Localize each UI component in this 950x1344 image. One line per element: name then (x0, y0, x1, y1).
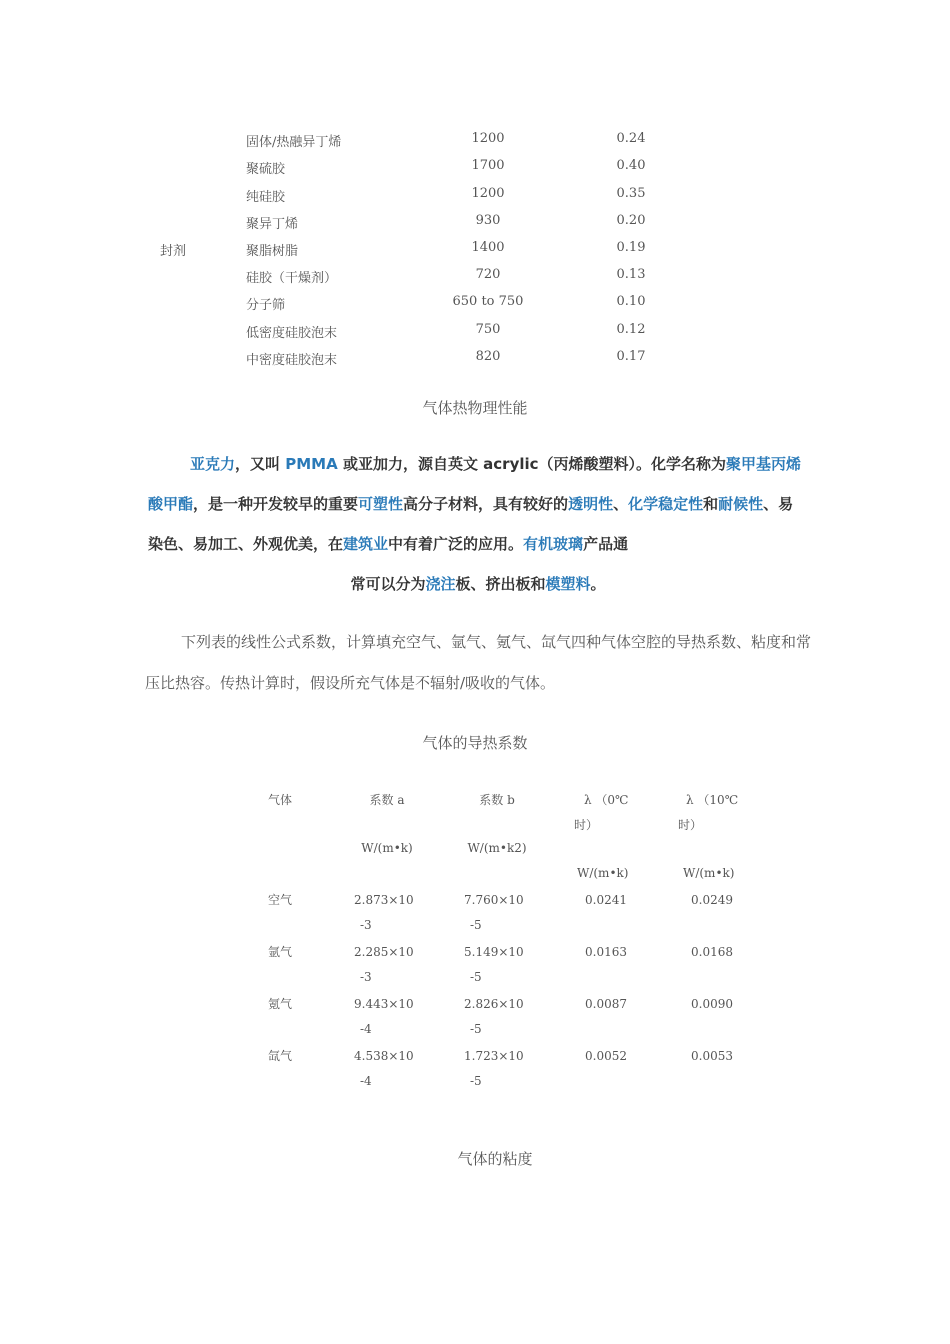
gas-row-l0: 0.0052 (585, 1049, 627, 1063)
seal-row-density: 1400 (471, 240, 505, 255)
gas-row-a (342, 888, 432, 938)
seal-row-conductivity: 0.40 (616, 158, 646, 173)
gas-row-a (342, 1044, 432, 1094)
header-unit: W/(m•k) (683, 866, 735, 880)
seal-row-name: 固体/热融异丁烯 (246, 135, 342, 150)
caption-conductivity: 气体的导热系数 (422, 734, 528, 752)
pmma-text: 常可以分为 (350, 575, 426, 593)
header-text: 时） (678, 818, 703, 832)
gas-row-b (452, 940, 542, 990)
seal-row-conductivity: 0.10 (616, 294, 646, 309)
gas-header-l10 (672, 788, 752, 886)
header-unit: W/(m•k) (577, 866, 629, 880)
seal-row-density: 720 (475, 267, 501, 282)
seal-row-name: 低密度硅胶泡末 (246, 326, 338, 341)
seal-row-conductivity: 0.19 (616, 240, 646, 255)
link-weatherability[interactable]: 耐候性 (718, 495, 764, 513)
gas-row-l0: 0.0163 (585, 945, 627, 959)
pmma-text: ，是一种开发较早的重要 (193, 495, 359, 513)
header-text: 时） (574, 818, 599, 832)
gas-header-a (342, 788, 432, 861)
gas-row-b (452, 1044, 542, 1094)
gas-row-a (342, 940, 432, 990)
caption-thermo: 气体热物理性能 (422, 399, 528, 417)
gas-row-l10: 0.0053 (691, 1049, 733, 1063)
gas-header-l0 (566, 788, 646, 886)
seal-row-conductivity: 0.20 (616, 213, 646, 228)
seal-row-name: 聚脂树脂 (246, 244, 299, 259)
header-text: λ （10℃ (686, 793, 739, 807)
seal-row-density: 650 to 750 (452, 294, 524, 309)
pmma-text: 板、挤出板和 (455, 575, 546, 593)
coef-mantissa: 2.873×10 (354, 893, 414, 907)
seal-row-density: 930 (475, 213, 501, 228)
gas-row-name: 氪气 (267, 997, 292, 1011)
link-plasticity[interactable]: 可塑性 (358, 495, 404, 513)
seal-group-label: 封剂 (160, 244, 187, 259)
pmma-text: 高分子材料，具有较好的 (403, 495, 569, 513)
seal-row-name: 聚异丁烯 (246, 217, 299, 232)
gas-row-a (342, 992, 432, 1042)
seal-row-density: 1700 (471, 158, 505, 173)
seal-row-conductivity: 0.24 (616, 131, 646, 146)
gas-header-gas: 气体 (267, 793, 292, 807)
coef-exponent: -4 (360, 1074, 372, 1088)
intro-paragraph: 下列表的线性公式系数，计算填充空气、氩气、氪气、氙气四种气体空腔的导热系数、粘度和常压比热容。传热计算时，假设所充气体是不辐射/吸收的气体。 (145, 633, 812, 692)
seal-row-density: 1200 (471, 131, 505, 146)
gas-row-name: 空气 (267, 893, 292, 907)
pmma-text: 中有着广泛的应用。 (388, 535, 524, 553)
gas-row-l0: 0.0241 (585, 893, 627, 907)
seal-row-conductivity: 0.35 (616, 186, 646, 201)
header-unit: W/(m•k) (361, 841, 413, 855)
coef-exponent: -3 (360, 970, 372, 984)
seal-row-name: 聚硫胶 (246, 162, 286, 177)
coef-mantissa: 1.723×10 (464, 1049, 524, 1063)
gas-row-name: 氩气 (267, 945, 292, 959)
link-casting[interactable]: 浇注 (425, 575, 456, 593)
seal-row-name: 硅胶（干燥剂） (246, 271, 338, 286)
gas-row-l10: 0.0168 (691, 945, 733, 959)
coef-mantissa: 7.760×10 (464, 893, 524, 907)
pmma-text: ，又叫 (235, 455, 286, 473)
coef-exponent: -5 (470, 1074, 482, 1088)
coef-exponent: -5 (470, 970, 482, 984)
coef-exponent: -5 (470, 1022, 482, 1036)
pmma-paragraph (148, 444, 808, 604)
gas-row-b (452, 888, 542, 938)
gas-row-l10: 0.0090 (691, 997, 733, 1011)
coef-mantissa: 2.285×10 (354, 945, 414, 959)
header-text: 系数 b (479, 793, 515, 807)
link-organic-glass[interactable]: 有机玻璃 (523, 535, 584, 553)
pmma-text: 、 (613, 495, 629, 513)
link-pmma-chem[interactable]: 聚甲基丙烯酸甲酯 (148, 455, 802, 513)
header-text: 系数 a (369, 793, 405, 807)
coef-mantissa: 2.826×10 (464, 997, 524, 1011)
pmma-text: 或亚加力，源自英文 acrylic（丙烯酸塑料）。化学名称为 (337, 455, 727, 473)
seal-row-conductivity: 0.13 (616, 267, 646, 282)
header-unit: W/(m•k2) (467, 841, 527, 855)
coef-exponent: -3 (360, 918, 372, 932)
pmma-text: 。 (590, 575, 606, 593)
gas-row-l0: 0.0087 (585, 997, 627, 1011)
gas-row-l10: 0.0249 (691, 893, 733, 907)
link-transparency[interactable]: 透明性 (568, 495, 614, 513)
link-chem-stability[interactable]: 化学稳定性 (628, 495, 704, 513)
seal-row-conductivity: 0.17 (616, 349, 646, 364)
seal-row-name: 中密度硅胶泡末 (246, 353, 338, 368)
gas-header-b (452, 788, 542, 861)
gas-row-b (452, 992, 542, 1042)
seal-row-conductivity: 0.12 (616, 322, 646, 337)
seal-row-name: 纯硅胶 (246, 190, 286, 205)
link-pmma[interactable]: PMMA (285, 455, 338, 473)
link-construction[interactable]: 建筑业 (343, 535, 389, 553)
seal-row-name: 分子筛 (246, 298, 286, 313)
pmma-text: 和 (703, 495, 719, 513)
coef-exponent: -4 (360, 1022, 372, 1036)
link-molding-compound[interactable]: 模塑料 (545, 575, 591, 593)
seal-row-density: 820 (475, 349, 501, 364)
coef-mantissa: 5.149×10 (464, 945, 524, 959)
header-text: λ （0℃ (584, 793, 629, 807)
pmma-last-line (148, 564, 808, 604)
caption-viscosity: 气体的粘度 (457, 1150, 533, 1168)
coef-exponent: -5 (470, 918, 482, 932)
pmma-text: 产品通 (583, 535, 629, 553)
pmma-text: 、易染色、易加工、外观优美，在 (148, 495, 794, 553)
coef-mantissa: 9.443×10 (354, 997, 414, 1011)
gas-row-name: 氙气 (267, 1049, 292, 1063)
seal-row-density: 750 (475, 322, 501, 337)
link-acrylic[interactable]: 亚克力 (190, 455, 236, 473)
seal-row-density: 1200 (471, 186, 505, 201)
coef-mantissa: 4.538×10 (354, 1049, 414, 1063)
